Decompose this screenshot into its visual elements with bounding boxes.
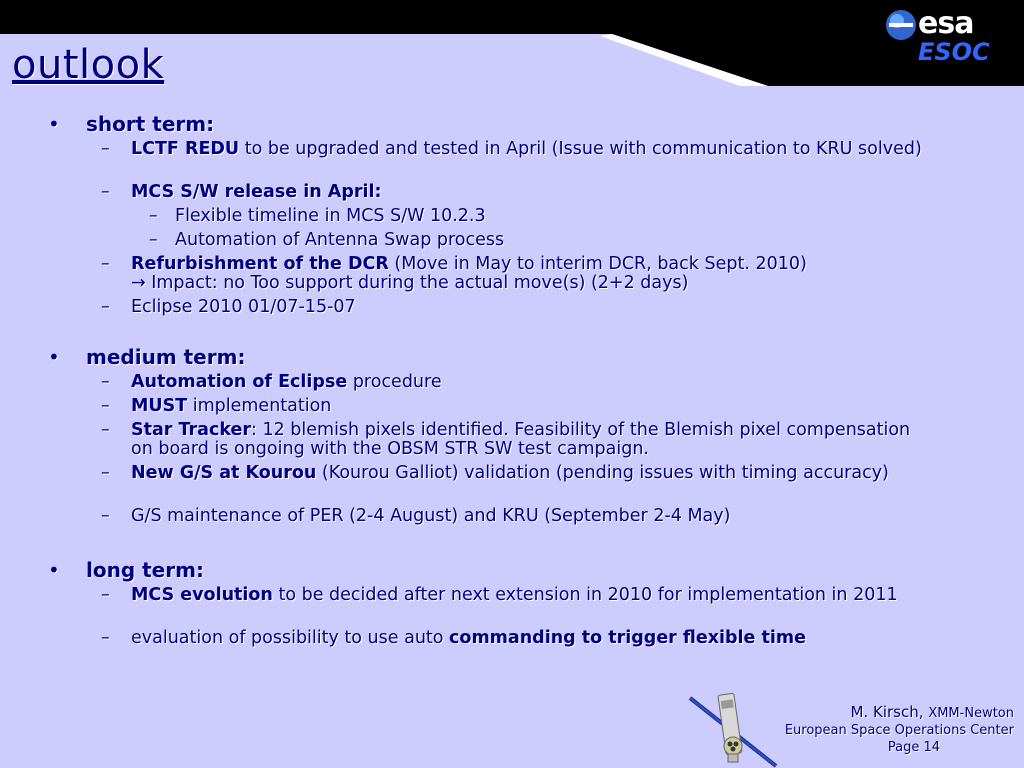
footer-author: M. Kirsch, xyxy=(850,703,924,721)
medium-term-heading: • medium term: xyxy=(48,345,246,369)
list-subitem-antenna-swap: – Automation of Antenna Swap process xyxy=(149,230,505,250)
list-item-lctf: – LCTF REDU to be upgraded and tested in April (Issue with communication to KRU solved) xyxy=(101,139,922,159)
list-item-gs-maintenance: – G/S maintenance of PER (2-4 August) and KRU (September 2-4 May) xyxy=(101,506,731,526)
bullet-icon: • xyxy=(48,112,60,136)
list-item-mcs-release: – MCS S/W release in April: xyxy=(101,182,382,202)
short-term-heading: • short term: xyxy=(48,112,215,136)
list-item-eclipse: – Eclipse 2010 01/07-15-07 xyxy=(101,297,356,317)
bullet-icon: • xyxy=(48,558,60,582)
list-item-must: – MUST implementation xyxy=(101,396,332,416)
long-term-heading: • long term: xyxy=(48,558,204,582)
list-item-star-tracker: – Star Tracker: 12 blemish pixels identified. Feasibility of the Blemish pixel compensation on board is ongoing with the OBSM STR SW test campaign. xyxy=(101,420,911,459)
satellite-icon xyxy=(688,690,778,768)
globe-icon xyxy=(884,8,918,42)
list-item-refurbishment: – Refurbishment of the DCR (Move in May to interim DCR, back Sept. 2010) → Impact: no Too support during the actual move(s) (2+2 days) xyxy=(101,254,807,293)
page-number: Page 14 xyxy=(887,740,940,755)
footer-center: European Space Operations Center xyxy=(784,723,1014,738)
list-subitem-flexible-timeline: – Flexible timeline in MCS S/W 10.2.3 xyxy=(149,206,486,226)
list-item-mcs-evolution: – MCS evolution to be decided after next extension in 2010 for implementation in 2011 xyxy=(101,585,898,605)
footer xyxy=(785,703,1014,755)
footer-mission: XMM-Newton xyxy=(928,706,1014,721)
esa-esoc-logo xyxy=(884,6,994,66)
list-item-automation-eclipse: – Automation of Eclipse procedure xyxy=(101,372,442,392)
esa-logo-text: esa xyxy=(918,6,974,41)
list-item-kourou: – New G/S at Kourou (Kourou Galliot) validation (pending issues with timing accuracy) xyxy=(101,463,889,483)
esoc-logo-text: ESOC xyxy=(918,38,990,66)
bullet-icon: • xyxy=(48,345,60,369)
list-item-evaluation: – evaluation of possibility to use auto commanding to trigger flexible time xyxy=(101,628,806,648)
footer-author-line xyxy=(785,703,1014,721)
slide-title: outlook xyxy=(12,42,165,88)
